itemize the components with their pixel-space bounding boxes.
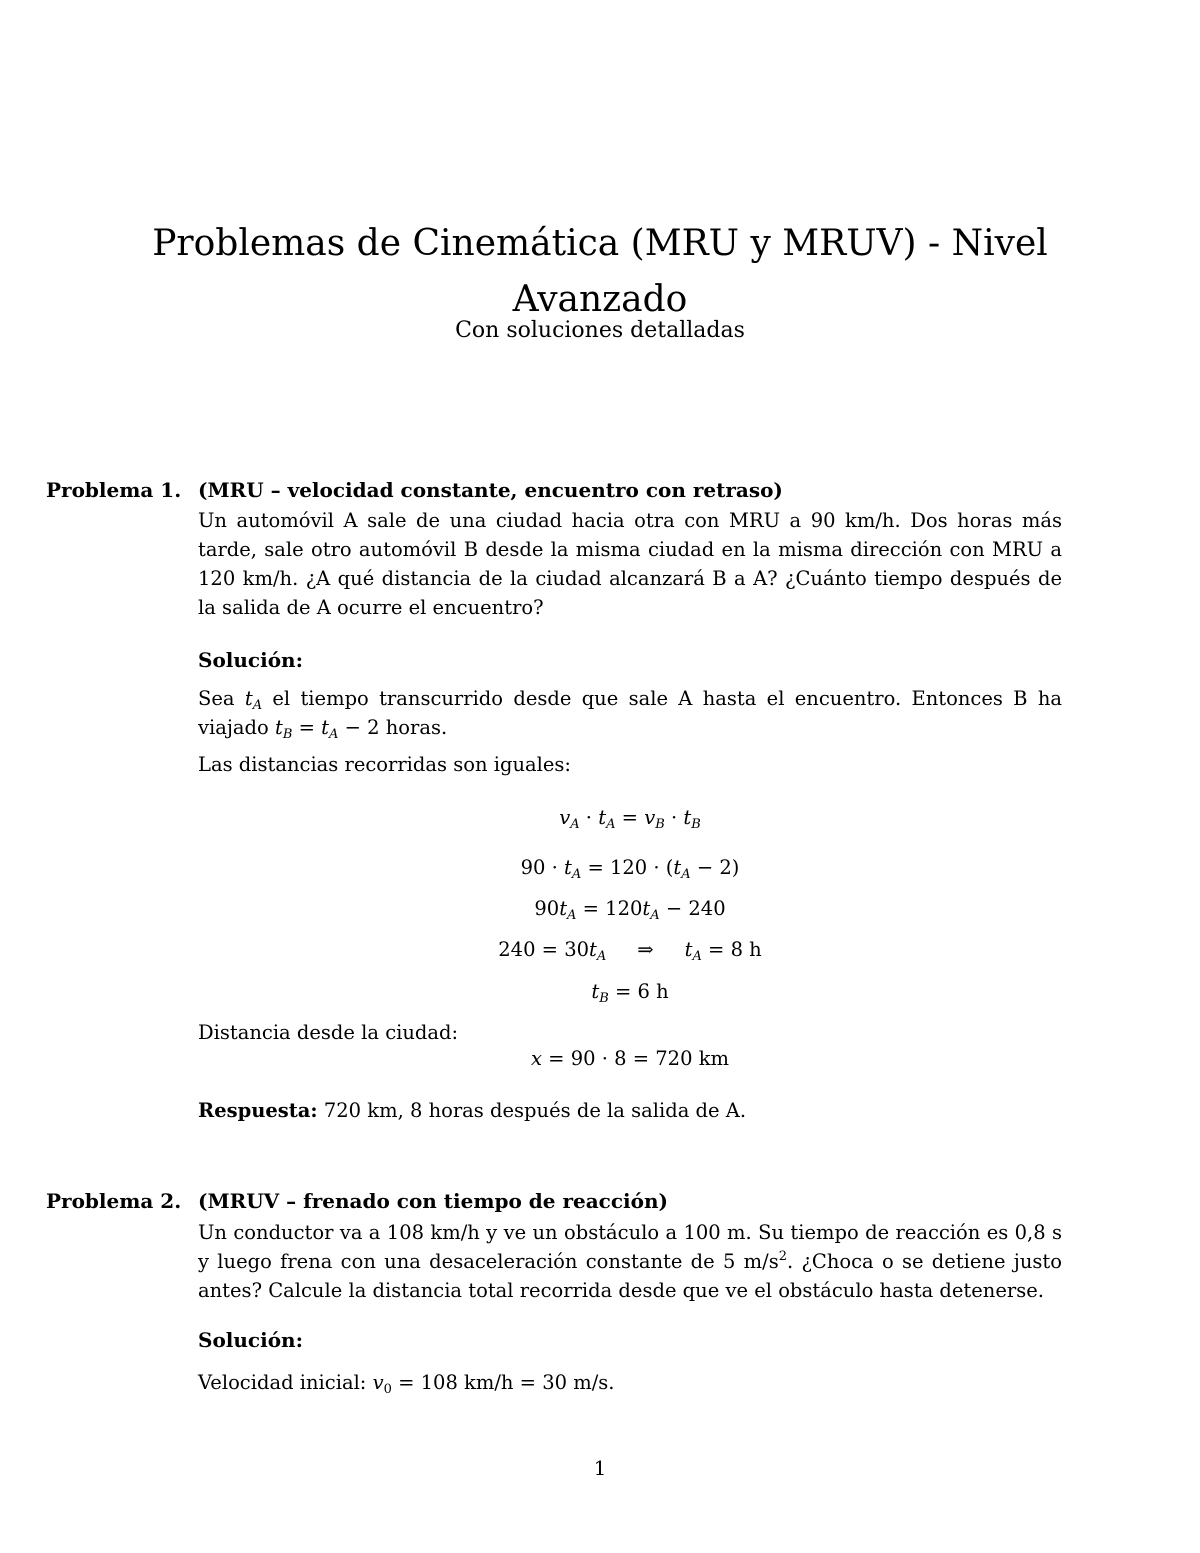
equation-2: $90 \cdot t_A = 120 \cdot (t_A - 2)$ <box>520 856 740 882</box>
equation-5: $t_B = 6$ h <box>591 980 669 1006</box>
problem-2-statement: Un conductor va a 108 km/h y ve un obstáculo a 100 m. Su tiempo de reacción es 0,8 s y luego frena con una desaceleración constante de 5 $m/s^2$. ¿Choca o se detiene justo antes? Calcule la distancia total recorrida desde que ve el obstáculo hasta detenerse. <box>198 1221 1062 1302</box>
problem-2-header <box>46 1189 668 1213</box>
problem-2-solution-paragraph: Velocidad inicial: $v_0 = 108$ km/h = 30 m/s. <box>198 1371 615 1397</box>
problem-2-label: Problema 2. <box>46 1189 182 1213</box>
page-number: 1 <box>593 1456 607 1480</box>
problem-1-solution-paragraph: Sea $t_A$ el tiempo transcurrido desde que sale A hasta el encuentro. Entonces B ha viajado $t_B = t_A - 2$ horas. <box>198 687 1062 742</box>
document-subtitle: Con soluciones detalladas <box>455 318 745 343</box>
equation-6: x = 90 · 8 = 720 km <box>530 1047 729 1070</box>
document-title: Problemas de Cinemática (MRU y MRUV) - Nivel Avanzado <box>152 223 1048 320</box>
problem-1-solution-heading: Solución: <box>198 648 303 672</box>
problem-1-solution-text: Las distancias recorridas son iguales: <box>198 753 571 776</box>
equation-3: $90t_A = 120t_A - 240$ <box>534 897 726 923</box>
equation-4: $240 = 30t_A$ ⇒ $t_A = 8$ h <box>498 938 762 964</box>
problem-1-topic: (MRU – velocidad constante, encuentro con retraso) <box>198 478 783 502</box>
problem-1-answer: Respuesta: 720 km, 8 horas después de la salida de A. <box>198 1099 747 1122</box>
problem-1-label: Problema 1. <box>46 478 182 502</box>
problem-1-header <box>46 478 783 502</box>
problem-1-distance-label: Distancia desde la ciudad: <box>198 1021 459 1044</box>
problem-2-solution-heading: Solución: <box>198 1328 303 1352</box>
problem-2-topic: (MRUV – frenado con tiempo de reacción) <box>198 1189 668 1213</box>
problem-1-statement: Un automóvil A sale de una ciudad hacia otra con MRU a 90 km/h. Dos horas más tarde, sale otro automóvil B desde la misma ciudad en la misma dirección con MRU a 120 km/h. ¿A qué distancia de la ciudad alcanzará B a A? ¿Cuánto tiempo después de la salida de A ocurre el encuentro? <box>198 509 1062 619</box>
equation-1: $v_A \cdot t_A = v_B \cdot t_B$ <box>559 806 701 832</box>
answer-label: Respuesta: <box>198 1099 318 1122</box>
